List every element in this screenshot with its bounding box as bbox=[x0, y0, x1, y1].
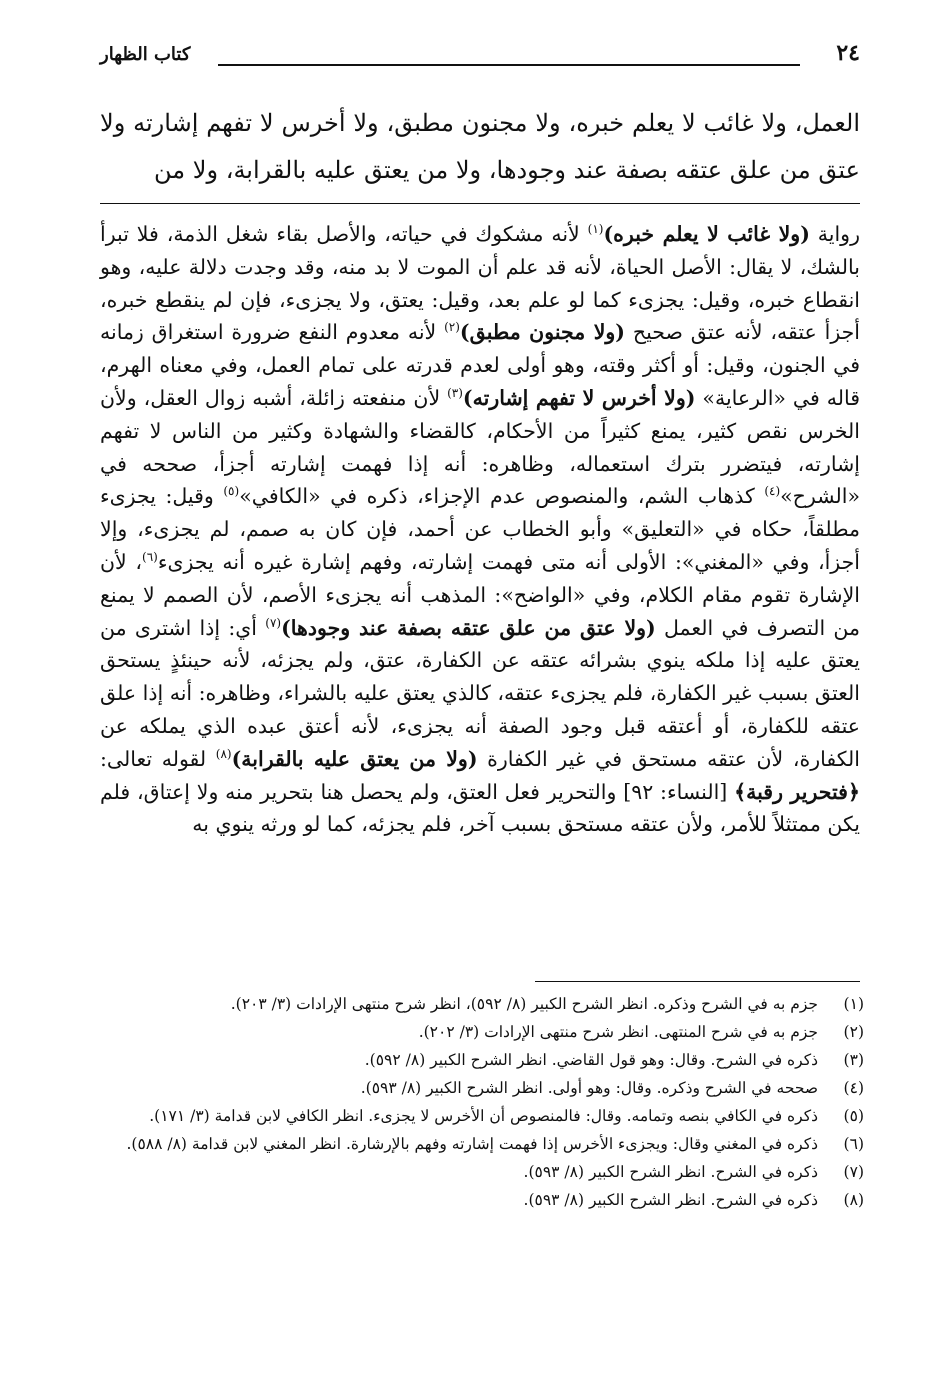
footnote-item bbox=[96, 1187, 864, 1213]
footnote-item bbox=[96, 1075, 864, 1101]
footnote-item bbox=[96, 1103, 864, 1129]
footnote-ref[interactable]: (١) bbox=[587, 222, 604, 237]
footnote-ref[interactable]: (٤) bbox=[764, 484, 781, 499]
commentary-text: لأن منفعته زائلة، أشبه زوال العقل، ولأن الخرس نقص كثير، يمنع كثيراً من الأحكام، كالقضاء والشهادة وكثير من الناس لا تفهم إشارته، فيتضرر بترك استعماله، وظاهره: أنه إذا فهمت إشارته أجزأ، صححه في «الشرح» bbox=[100, 385, 860, 509]
page-number: ٢٤ bbox=[836, 40, 860, 66]
commentary-text: لأنه مشكوك في حياته، والأصل بقاء شغل الذمة، فلا تبرأ بالشك، لا يقال: الأصل الحياة، لأنه قد علم أن الموت لا بد منه، وقد وجدت دلالة عليه، وهو انقطاع خبره، وقيل: يجزىء كما لو علم بعد، وقيل: يعتق، ولا يجزىء، فإن لم ينقطع خبره، أجزأ عتقه، لأنه عتق صحيح bbox=[100, 222, 861, 345]
footnote-item bbox=[96, 1047, 864, 1073]
commentary-text: ، لأن الإشارة تقوم مقام الكلام، وفي «الواضح»: المذهب أنه يجزىء الأصم، لأن الصمم لا يمنع من التصرف في العمل bbox=[100, 549, 860, 640]
footnote-text: جزم به في الشرح وذكره. انظر الشرح الكبير (٨/ ٥٩٢)، انظر شرح منتهى الإرادات (٣/ ٢٠٣). bbox=[230, 995, 818, 1013]
commentary-text: لأنه معدوم النفع ضرورة استغراق زمانه في الجنون، وقيل: أو أكثر وقته، وهو أولى لعدم قدرته على تمام العمل، وفي معناه الهرم، قاله في «الرعاية» bbox=[100, 320, 860, 410]
footnote-text: ذكره في الشرح. انظر الشرح الكبير (٨/ ٥٩٣). bbox=[523, 1163, 818, 1181]
main-text bbox=[100, 100, 860, 194]
footnote-ref[interactable]: (٦) bbox=[142, 550, 158, 565]
footnote-text: صححه في الشرح وذكره. وقال: وهو أولى. انظر الشرح الكبير (٨/ ٥٩٣). bbox=[360, 1079, 818, 1097]
footnote-number: (٢) bbox=[843, 1023, 864, 1041]
footnote-number: (٤) bbox=[843, 1079, 864, 1097]
commentary-text: رواية bbox=[809, 222, 860, 246]
quoted-matn: (ولا من يعتق عليه بالقرابة) bbox=[231, 746, 478, 771]
commentary bbox=[100, 218, 860, 841]
footnote-number: (٦) bbox=[843, 1135, 864, 1153]
footnote-text: جزم به في شرح المنتهى. انظر شرح منتهى الإرادات (٣/ ٢٠٢). bbox=[418, 1023, 818, 1041]
quran-verse: ﴿فتحرير رقبة﴾ bbox=[734, 779, 860, 804]
footnote-ref[interactable]: (٢) bbox=[444, 320, 460, 335]
commentary-text: وقيل: يجزىء مطلقاً، حكاه في «التعليق» وأبو الخطاب عن أحمد، فإن كان به صمم، لم يجزىء، وإلا أجزأ، وفي «المغني»: الأولى أنه متى فهمت إشارته، وفهم إشارة غيره أنه يجزىء bbox=[100, 484, 860, 574]
main-text-paragraph: العمل، ولا غائب لا يعلم خبره، ولا مجنون مطبق، ولا أخرس لا تفهم إشارته ولا عتق من علق عتقه بصفة عند وجودها، ولا من يعتق عليه بالقرابة، ولا من bbox=[100, 109, 860, 184]
footnote-text: ذكره في الشرح. وقال: وهو قول القاضي. انظر الشرح الكبير (٨/ ٥٩٢). bbox=[364, 1051, 818, 1069]
footnote-number: (٣) bbox=[843, 1051, 864, 1069]
footnotes-divider bbox=[535, 981, 860, 982]
commentary-text: لقوله تعالى: bbox=[100, 746, 216, 771]
commentary-text: [النساء: ٩٢] والتحرير فعل العتق، ولم يحصل هنا بتحرير منه ولا إعتاق، فلم يكن ممتثلاً للأمر، ولأن عتقه مستحق بسبب آخر، فلم يجزئه، كما لو ورثه ينوي به bbox=[100, 779, 860, 837]
quoted-matn: (ولا غائب لا يعلم خبره) bbox=[603, 222, 810, 246]
footnote-text: ذكره في المغني وقال: ويجزىء الأخرس إذا فهمت إشارته وفهم بالإرشارة. انظر المغني لابن قدامة (٨/ ٥٨٨). bbox=[126, 1135, 818, 1153]
footnote-number: (٧) bbox=[843, 1163, 864, 1181]
footnote-ref[interactable]: (٧) bbox=[265, 615, 282, 630]
main-text-divider bbox=[100, 203, 860, 204]
quoted-matn: (ولا عتق من علق عتقه بصفة عند وجودها) bbox=[281, 615, 656, 640]
footnote-text: ذكره في الشرح. انظر الشرح الكبير (٨/ ٥٩٣). bbox=[523, 1191, 818, 1209]
quoted-matn: (ولا أخرس لا تفهم إشارته) bbox=[462, 385, 696, 410]
footnotes bbox=[96, 991, 864, 1215]
footnote-item bbox=[96, 1131, 864, 1157]
footnote-item bbox=[96, 1159, 864, 1185]
footnote-item bbox=[96, 991, 864, 1017]
commentary-text: أي: إذا اشترى من يعتق عليه إذا ملكه ينوي بشرائه عتقه عن الكفارة، عتق، ولم يجزئه، لأنه حينئذٍ يستحق العتق بسبب غير الكفارة، فلم يجزىء عتقه، كالذي يعتق عليه بالشراء، وظاهره: أنه إذا علق عتقه للكفارة، أو أعتقه قبل وجود الصفة أنه يجزىء، لأنه أعتق عبده الذي يملكه عن الكفارة، لأن عتقه مستحق في غير الكفارة bbox=[100, 615, 860, 771]
footnote-number: (١) bbox=[843, 995, 864, 1013]
footnote-item bbox=[96, 1019, 864, 1045]
header-rule bbox=[218, 64, 800, 66]
book-title: كتاب الظهار bbox=[100, 44, 191, 65]
quoted-matn: (ولا مجنون مطبق) bbox=[459, 320, 625, 345]
footnote-number: (٥) bbox=[843, 1107, 864, 1125]
page-header bbox=[100, 40, 860, 72]
commentary-text: كذهاب الشم، والمنصوص عدم الإجزاء، ذكره في «الكافي» bbox=[239, 484, 765, 509]
footnote-ref[interactable]: (٥) bbox=[223, 484, 240, 499]
footnote-number: (٨) bbox=[843, 1191, 864, 1209]
commentary-paragraph bbox=[100, 218, 860, 841]
footnote-ref[interactable]: (٨) bbox=[215, 746, 232, 761]
footnote-text: ذكره في الكافي بنصه وتمامه. وقال: فالمنصوص أن الأخرس لا يجزىء. انظر الكافي لابن قدامة (٣/ ١٧١). bbox=[149, 1107, 818, 1125]
footnote-ref[interactable]: (٣) bbox=[447, 386, 463, 401]
